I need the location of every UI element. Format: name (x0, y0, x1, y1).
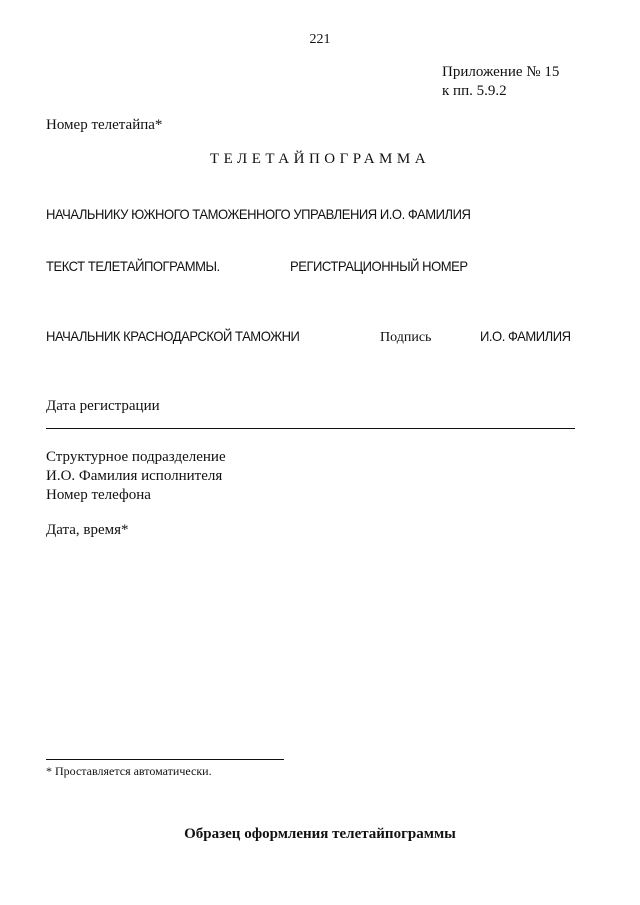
executor-block (46, 448, 226, 505)
signer-name: И.О. ФАМИЛИЯ (480, 328, 571, 344)
registration-date-label: Дата регистрации (46, 398, 160, 414)
footnote: * Проставляется автоматически. (46, 764, 212, 778)
appendix-number: Приложение № 15 (442, 64, 560, 80)
executor-name-label: И.О. Фамилия исполнителя (46, 468, 223, 484)
message-text-label: ТЕКСТ ТЕЛЕТАЙПОГРАММЫ. (46, 258, 220, 274)
separator-line (46, 428, 575, 429)
department-label: Структурное подразделение (46, 449, 226, 465)
addressee-line: НАЧАЛЬНИКУ ЮЖНОГО ТАМОЖЕННОГО УПРАВЛЕНИЯ И.О. ФАМИЛИЯ (46, 206, 471, 222)
signature-label: Подпись (380, 330, 432, 345)
datetime-label: Дата, время* (46, 522, 129, 538)
page-number: 221 (309, 32, 331, 47)
teletype-number-label: Номер телетайпа* (46, 117, 163, 133)
appendix-reference (442, 63, 559, 101)
signer-position: НАЧАЛЬНИК КРАСНОДАРСКОЙ ТАМОЖНИ (46, 328, 300, 344)
registration-number-label: РЕГИСТРАЦИОННЫЙ НОМЕР (290, 258, 468, 274)
footnote-separator (46, 759, 284, 760)
appendix-clause: к пп. 5.9.2 (442, 83, 507, 99)
phone-number-label: Номер телефона (46, 487, 151, 503)
figure-caption: Образец оформления телетайпограммы (184, 826, 456, 842)
document-title: ТЕЛЕТАЙПОГРАММА (209, 151, 431, 167)
